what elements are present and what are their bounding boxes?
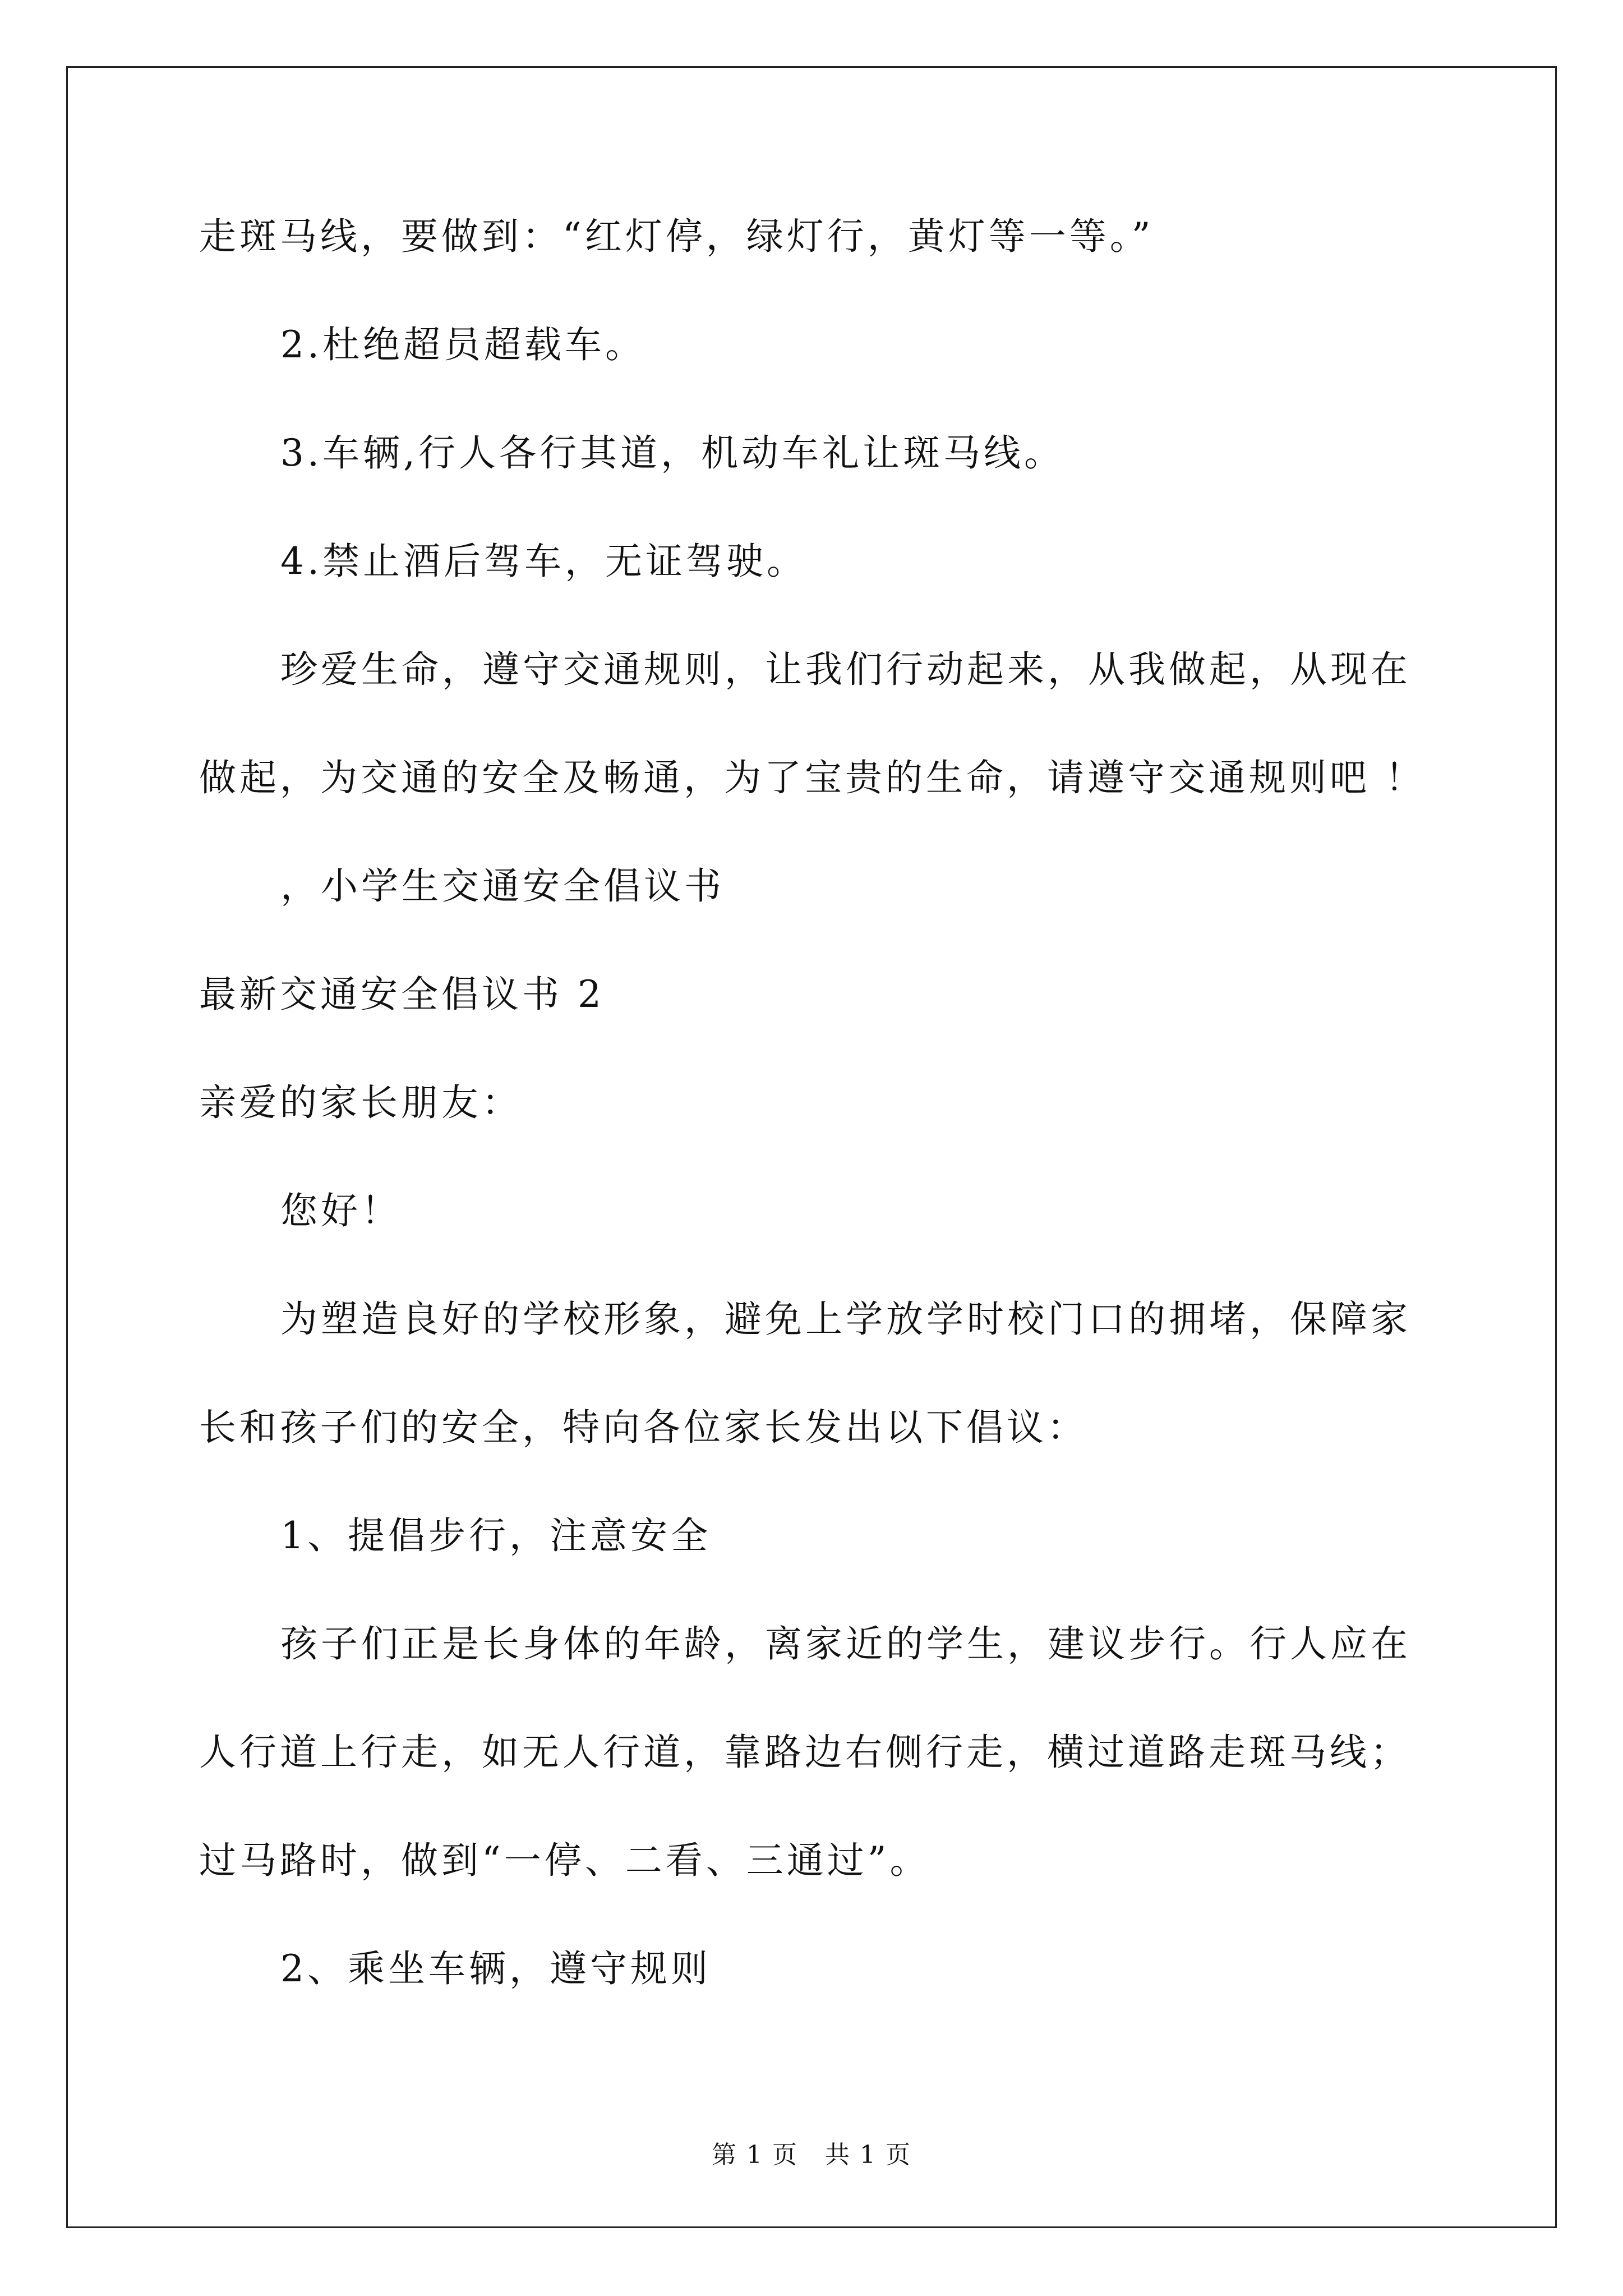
text-line-2: 2.杜绝超员超载车。 [280, 323, 645, 366]
salutation: 亲爱的家长朋友： [199, 1081, 522, 1124]
text-line-5: 珍爱生命，遵守交通规则，让我们行动起来，从我做起，从现在 [280, 648, 1411, 691]
subheading-2: 2、乘坐车辆，遵守规则 [280, 1947, 711, 1990]
text-line-7: ，小学生交通安全倡议书 [280, 864, 725, 908]
text-line-1: 走斑马线，要做到：“红灯停，绿灯行，黄灯等一等。” [199, 215, 1154, 258]
text-line-15: 人行道上行走，如无人行道，靠路边右侧行走，横过道路走斑马线； [199, 1731, 1410, 1774]
subheading-1: 1、提倡步行，注意安全 [280, 1514, 711, 1557]
section-heading: 最新交通安全倡议书 2 [199, 973, 605, 1016]
text-line-6: 做起，为交通的安全及畅通，为了宝贵的生命，请遵守交通规则吧 ！ [199, 756, 1426, 799]
page-border [66, 66, 1557, 2228]
greeting: 您好！ [280, 1189, 402, 1232]
text-line-12: 长和孩子们的安全，特向各位家长发出以下倡议： [199, 1406, 1087, 1449]
text-line-11: 为塑造良好的学校形象，避免上学放学时校门口的拥堵，保障家 [280, 1297, 1411, 1341]
text-line-16: 过马路时，做到“一停、二看、三通过”。 [199, 1839, 930, 1882]
text-line-14: 孩子们正是长身体的年龄，离家近的学生，建议步行。行人应在 [280, 1622, 1411, 1665]
page-footer [0, 2139, 1623, 2171]
page-number: 第 1 页 [712, 2141, 798, 2169]
text-line-4: 4.禁止酒后驾车，无证驾驶。 [280, 540, 807, 583]
text-line-3: 3.车辆,行人各行其道，机动车礼让斑马线。 [280, 431, 1064, 475]
page-total: 共 1 页 [825, 2141, 911, 2169]
